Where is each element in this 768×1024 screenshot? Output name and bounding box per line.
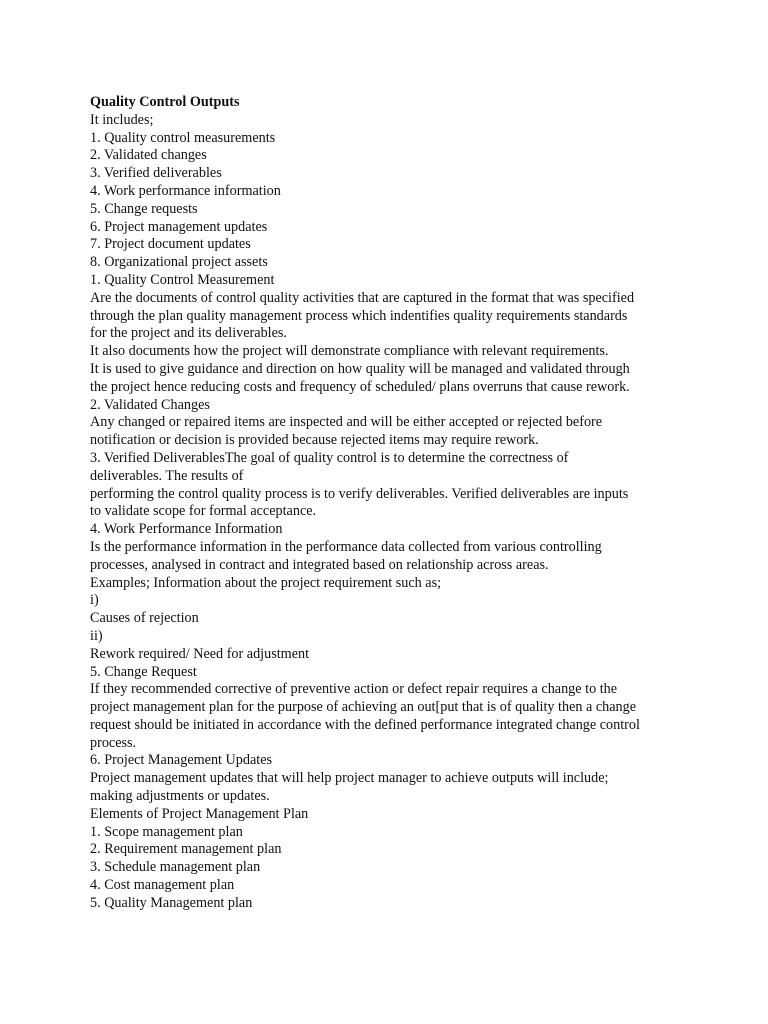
document-line: performing the control quality process is to verify deliverables. Verified deliverables are inputs [90, 485, 629, 502]
document-line: 1. Scope management plan [90, 823, 243, 840]
document-line: 3. Schedule management plan [90, 859, 261, 876]
document-line: 2. Validated changes [90, 147, 207, 164]
document-line: If they recommended corrective of preventive action or defect repair requires a change to the [90, 681, 618, 698]
document-line: ii) [90, 627, 103, 644]
document-line: i) [90, 592, 99, 609]
document-line: 7. Project document updates [90, 236, 251, 253]
document-line: deliverables. The results of [90, 467, 244, 484]
document-line: 3. Verified deliverables [90, 165, 222, 182]
document-line: to validate scope for formal acceptance. [90, 503, 317, 520]
document-title: Quality Control Outputs [90, 94, 240, 110]
document-page [90, 94, 690, 913]
document-line: 4. Work performance information [90, 182, 281, 199]
document-line: 8. Organizational project assets [90, 254, 268, 271]
document-line: 3. Verified DeliverablesThe goal of quality control is to determine the correctness of [90, 449, 569, 466]
document-line: Examples; Information about the project requirement such as; [90, 574, 442, 591]
document-line: Are the documents of control quality activities that are captured in the format that was specified [90, 289, 635, 306]
document-line: 4. Work Performance Information [90, 521, 283, 538]
document-line: 1. Quality Control Measurement [90, 271, 275, 288]
document-line: processes, analysed in contract and integrated based on relationship across areas. [90, 556, 549, 573]
document-line: the project hence reducing costs and frequency of scheduled/ plans overruns that cause rework. [90, 378, 630, 395]
document-line: It includes; [90, 111, 154, 128]
document-line: for the project and its deliverables. [90, 325, 287, 342]
document-line: notification or decision is provided because rejected items may require rework. [90, 432, 539, 449]
document-line: Elements of Project Management Plan [90, 805, 309, 822]
document-line: through the plan quality management process which indentifies quality requirements standards [90, 307, 628, 324]
document-line: 6. Project Management Updates [90, 752, 273, 769]
document-line: 4. Cost management plan [90, 877, 235, 894]
document-line: Any changed or repaired items are inspected and will be either accepted or rejected before [90, 414, 603, 431]
document-line: project management plan for the purpose of achieving an out[put that is of quality then a change [90, 699, 637, 716]
document-line: Project management updates that will help project manager to achieve outputs will include; [90, 770, 609, 787]
document-line: It is used to give guidance and direction on how quality will be managed and validated through [90, 360, 630, 377]
document-line: request should be initiated in accordance with the defined performance integrated change control [90, 716, 640, 733]
document-line: 1. Quality control measurements [90, 129, 276, 146]
document-line: 5. Change Request [90, 663, 197, 680]
document-line: Causes of rejection [90, 610, 199, 627]
document-line: 5. Change requests [90, 200, 198, 217]
document-line: 6. Project management updates [90, 218, 268, 235]
document-line: 2. Requirement management plan [90, 841, 282, 858]
document-line: Rework required/ Need for adjustment [90, 645, 310, 662]
document-line: Is the performance information in the performance data collected from various controlling [90, 538, 602, 555]
document-body [90, 112, 690, 913]
document-line: 2. Validated Changes [90, 396, 210, 413]
document-line: 5. Quality Management plan [90, 894, 253, 911]
document-line: making adjustments or updates. [90, 788, 270, 805]
document-line: process. [90, 734, 137, 751]
document-line: It also documents how the project will demonstrate compliance with relevant requirements. [90, 343, 609, 360]
